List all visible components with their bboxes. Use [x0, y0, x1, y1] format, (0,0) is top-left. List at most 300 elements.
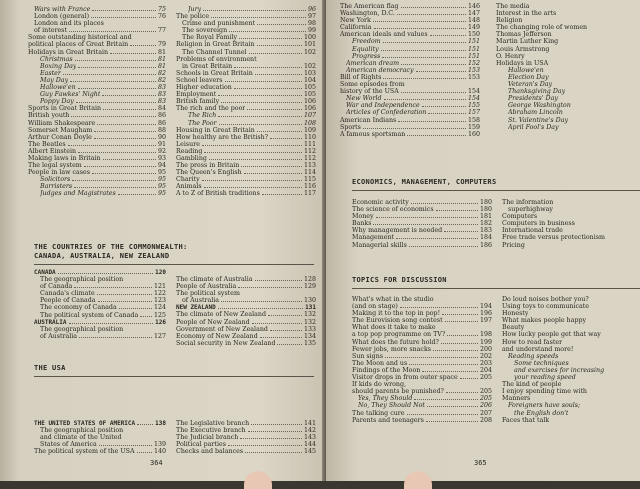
toc-entry — [340, 46, 480, 53]
toc-entry-title: London (general) — [34, 13, 90, 21]
toc-entry — [496, 102, 640, 109]
toc-entry-title: The Poor — [188, 119, 217, 127]
toc-entry — [176, 297, 316, 304]
toc-entry-title: The Queen's English — [176, 169, 242, 177]
dot-leader — [376, 217, 478, 218]
toc-entry-page: 105 — [303, 91, 316, 99]
toc-entry — [34, 290, 166, 297]
section-title-commonwealth-line1: THE COUNTRIES OF THE COMMONWEALTH: — [34, 243, 188, 251]
toc-entry — [502, 331, 640, 338]
toc-entry-title: and climate of the United — [40, 434, 122, 442]
toc-entry — [496, 74, 640, 81]
toc-entry-title: Economic activity — [352, 199, 409, 206]
toc-entry — [340, 88, 480, 95]
toc-entry-title: The media — [496, 3, 530, 10]
toc-entry-title: Judges and Magistrates — [40, 190, 116, 198]
section-title-commonwealth — [34, 243, 304, 261]
toc-entry — [352, 303, 492, 310]
dot-leader — [97, 124, 156, 125]
dot-leader — [373, 21, 466, 22]
dot-leader — [119, 308, 152, 309]
toc-entry — [28, 77, 166, 84]
dot-leader — [416, 71, 466, 72]
toc-entry-title: a top pop programme on TV? — [352, 331, 446, 339]
toc-entry — [502, 296, 640, 303]
dot-leader — [409, 364, 478, 365]
toc-entry-title: School leavers — [176, 76, 223, 84]
toc-entry-title: The Beatles — [28, 140, 66, 148]
toc-entry-page: 84 — [157, 105, 166, 113]
toc-entry-page: 132 — [303, 318, 316, 326]
dot-leader — [239, 38, 302, 39]
dot-leader — [428, 113, 466, 114]
toc-entry — [28, 141, 166, 148]
dot-leader — [79, 337, 152, 338]
dot-leader — [270, 138, 302, 139]
toc-entry-page: 197 — [479, 317, 492, 325]
dot-leader — [137, 452, 152, 453]
toc-entry-page: 116 — [303, 183, 316, 191]
toc-entry-page: 134 — [303, 332, 316, 340]
toc-entry — [340, 81, 480, 88]
toc-entry — [352, 234, 492, 241]
toc-entry-title: Checks and balances — [176, 448, 244, 456]
toc-entry-title: Religion — [496, 17, 523, 25]
toc-entry-title: Leisure — [176, 140, 200, 148]
toc-entry-title: The political system of Canada — [40, 311, 139, 319]
dot-leader — [99, 445, 152, 446]
toc-entry-page: 205 — [479, 388, 492, 396]
toc-entry-title: California — [340, 24, 372, 32]
toc-entry-title: British youth — [28, 112, 70, 120]
toc-entry-title: William Shakespeare — [28, 119, 96, 127]
toc-entry — [176, 34, 316, 41]
toc-entry — [34, 312, 166, 319]
dot-leader — [381, 50, 466, 51]
toc-entry — [352, 353, 492, 360]
toc-entry-page: 94 — [157, 162, 166, 170]
toc-entry-page: 133 — [303, 325, 316, 333]
toc-entry-page: 86 — [157, 112, 166, 120]
toc-entry-page: 114 — [303, 169, 316, 177]
toc-entry-page: 92 — [157, 147, 166, 155]
toc-entry-page: 151 — [467, 52, 480, 60]
dot-leader — [249, 53, 302, 54]
dot-leader — [70, 81, 156, 82]
toc-entry-title: Some episodes from — [340, 81, 405, 89]
toc-entry-title: and understand more! — [502, 345, 574, 353]
dot-leader — [400, 307, 478, 308]
dot-leader — [426, 421, 478, 422]
toc-entry-title: Using toys to communicate — [502, 303, 589, 311]
toc-entry-title: No, They Should Not — [358, 402, 425, 410]
toc-entry-title: Social security in New Zealand — [176, 339, 276, 347]
toc-entry-page: 199 — [479, 338, 492, 346]
toc-entry-page: 140 — [153, 448, 166, 456]
toc-entry — [496, 81, 640, 88]
toc-entry-title: Arthur Conan Doyle — [28, 133, 92, 141]
toc-entry-page: 151 — [467, 38, 480, 46]
toc-entry-title: Parents and teenagers — [352, 416, 424, 424]
toc-entry-title: American Indians — [340, 116, 397, 124]
toc-entry-title: The geographical position — [40, 276, 124, 284]
toc-entry-page: 203 — [479, 359, 492, 367]
section-title-topics — [352, 276, 632, 285]
dot-leader — [427, 406, 478, 407]
toc-entry-title: Computers — [502, 213, 538, 221]
section-rule — [34, 376, 314, 377]
toc-entry-page: 129 — [303, 283, 316, 291]
toc-entry-title: The science of economics — [352, 206, 434, 214]
toc-entry — [502, 417, 640, 424]
dot-leader — [110, 53, 156, 54]
dot-leader — [78, 152, 156, 153]
toc-entry-page: 142 — [303, 427, 316, 435]
toc-entry-title: States of America — [40, 441, 97, 449]
dot-leader — [218, 116, 302, 117]
toc-entry — [352, 374, 492, 381]
toc-entry-page: 153 — [467, 73, 480, 81]
toc-entry-title: Political parties — [176, 441, 226, 449]
toc-entry-title: Gambling — [176, 154, 207, 162]
toc-entry-page: 138 — [155, 420, 166, 427]
toc-entry — [34, 319, 166, 326]
toc-entry — [496, 53, 640, 60]
toc-entry — [340, 60, 480, 67]
toc-entry — [176, 112, 316, 119]
toc-entry-title: Sun signs — [352, 352, 383, 360]
toc-entry — [340, 17, 480, 24]
toc-entry-page: 88 — [157, 126, 166, 134]
toc-entry-title: Sports in Great Britain — [28, 105, 102, 113]
toc-entry — [502, 227, 640, 234]
toc-entry-page: 82 — [157, 69, 166, 77]
dot-leader — [211, 17, 306, 18]
toc-column-economics-2 — [502, 199, 640, 249]
toc-entry — [34, 420, 166, 427]
dot-leader — [383, 42, 466, 43]
toc-entry — [28, 91, 166, 98]
toc-entry-page: 98 — [307, 20, 316, 28]
dot-leader — [444, 231, 478, 232]
toc-entry-title: The legal system — [28, 162, 82, 170]
dot-leader — [241, 166, 302, 167]
toc-entry-page: 182 — [479, 220, 492, 228]
toc-entry-page: 81 — [157, 55, 166, 63]
toc-entry-title: What makes people happy — [502, 317, 587, 325]
toc-entry-page: 205 — [479, 374, 492, 382]
dot-leader — [277, 344, 301, 345]
dot-leader — [58, 273, 153, 274]
toc-entry-title: Albert Einstein — [28, 147, 77, 155]
toc-entry — [352, 395, 492, 402]
toc-entry — [176, 176, 316, 183]
toc-entry — [176, 155, 316, 162]
dot-leader — [78, 67, 156, 68]
toc-entry-title: The economy of Canada — [40, 304, 117, 312]
toc-entry — [352, 317, 492, 324]
toc-entry-page: 135 — [303, 339, 316, 347]
toc-entry-title: Reading speeds — [508, 352, 559, 360]
dot-leader — [414, 399, 478, 400]
toc-entry-title: Thomas Jefferson — [496, 31, 552, 39]
toc-entry — [176, 120, 316, 127]
dot-leader — [234, 88, 302, 89]
dot-leader — [234, 67, 302, 68]
toc-entry-title: The police — [176, 13, 210, 21]
toc-entry — [352, 367, 492, 374]
toc-entry — [496, 88, 640, 95]
dot-leader — [382, 57, 466, 58]
toc-entry — [34, 441, 166, 448]
toc-entry — [502, 317, 640, 324]
toc-entry-page: 113 — [303, 162, 316, 170]
toc-entry-title: Computers in business — [502, 220, 575, 228]
toc-entry-page: 76 — [157, 13, 166, 21]
toc-column-usa-1 — [34, 420, 166, 455]
toc-entry — [28, 56, 166, 63]
toc-entry-title: of Australia — [182, 297, 220, 305]
toc-entry-title: your reading speed — [514, 374, 576, 382]
toc-entry — [502, 353, 640, 360]
dot-leader — [94, 138, 156, 139]
dot-leader — [401, 92, 466, 93]
toc-entry-page: 95 — [157, 176, 166, 184]
toc-entry-title: superhighway — [508, 206, 553, 214]
toc-entry-page: 151 — [467, 45, 480, 53]
toc-entry — [34, 434, 166, 441]
section-title-usa-text: THE USA — [34, 364, 66, 372]
toc-entry-title: of Canada — [40, 283, 73, 291]
toc-entry-title: Poppy Day — [40, 98, 74, 106]
toc-entry-title: Employment — [176, 91, 217, 99]
toc-entry — [352, 402, 492, 409]
toc-entry-title: People in law cases — [28, 169, 90, 177]
toc-entry-title: of interest — [34, 27, 67, 35]
toc-entry — [34, 276, 166, 283]
toc-entry-title: The Royal Family — [182, 34, 238, 42]
toc-entry — [340, 131, 480, 138]
toc-entry-title: political places of Great Britain — [28, 41, 129, 49]
toc-entry — [352, 339, 492, 346]
toc-entry-page: 132 — [303, 311, 316, 319]
dot-leader — [63, 74, 156, 75]
dot-leader — [69, 323, 154, 324]
toc-entry — [176, 98, 316, 105]
toc-entry-page: 110 — [303, 133, 316, 141]
dot-leader — [204, 187, 302, 188]
dot-leader — [409, 246, 478, 247]
dot-leader — [251, 424, 302, 425]
toc-entry-page: 95 — [157, 190, 166, 198]
toc-entry-page: 158 — [467, 116, 480, 124]
dot-leader — [422, 106, 466, 107]
toc-entry-page: 206 — [479, 402, 492, 410]
toc-entry-page: 82 — [157, 76, 166, 84]
toc-entry-title: Articles of Confederation — [346, 109, 427, 117]
toc-entry-title: American ideals and values — [340, 31, 428, 39]
toc-entry-page: 130 — [303, 297, 316, 305]
toc-entry-page: 112 — [303, 147, 316, 155]
toc-entry — [352, 410, 492, 417]
toc-entry — [176, 283, 316, 290]
toc-entry-page: 125 — [153, 311, 166, 319]
toc-entry-page: 186 — [479, 241, 492, 249]
dot-leader — [255, 280, 302, 281]
toc-entry — [176, 134, 316, 141]
toc-entry-page: 154 — [467, 95, 480, 103]
dot-leader — [78, 88, 156, 89]
section-rule — [352, 288, 640, 289]
toc-entry — [28, 162, 166, 169]
toc-entry-title: Louis Armstrong — [496, 45, 550, 53]
toc-entry-page: 200 — [479, 345, 492, 353]
toc-entry — [34, 297, 166, 304]
toc-entry — [176, 276, 316, 283]
dot-leader — [268, 315, 302, 316]
toc-entry — [176, 27, 316, 34]
toc-entry-page: 204 — [479, 366, 492, 374]
toc-column-topics-2 — [502, 296, 640, 424]
toc-entry — [496, 95, 640, 102]
dot-leader — [270, 330, 302, 331]
dot-leader — [433, 350, 478, 351]
toc-entry — [176, 169, 316, 176]
toc-entry — [502, 242, 640, 249]
toc-entry-title: George Washington — [508, 102, 571, 110]
toc-entry-page: 198 — [479, 331, 492, 339]
toc-entry — [176, 420, 316, 427]
toc-entry-title: Higher education — [176, 84, 232, 92]
toc-entry-title: Fewer jobs, more snacks — [352, 345, 432, 353]
toc-entry-page: 202 — [479, 352, 492, 360]
toc-entry — [34, 326, 166, 333]
toc-entry — [176, 333, 316, 340]
toc-entry-page: 194 — [479, 303, 492, 311]
toc-entry — [28, 70, 166, 77]
toc-entry-title: War and Independence — [346, 102, 420, 110]
toc-entry — [176, 441, 316, 448]
dot-leader — [97, 294, 152, 295]
toc-entry-page: 124 — [153, 304, 166, 312]
toc-entry — [28, 169, 166, 176]
toc-entry — [352, 213, 492, 220]
toc-entry-title: How to read faster — [502, 338, 563, 346]
toc-entry-title: Thanksgiving Day — [508, 88, 566, 96]
toc-entry — [28, 112, 166, 119]
toc-entry-title: Hallowe'en — [508, 66, 544, 74]
toc-entry-title: Veteran's Day — [508, 81, 553, 89]
toc-entry-page: 106 — [303, 105, 316, 113]
toc-entry — [176, 290, 316, 297]
dot-leader — [397, 14, 466, 15]
section-title-usa — [34, 364, 234, 373]
toc-entry — [176, 340, 316, 347]
dot-leader — [221, 102, 302, 103]
toc-entry-page: 90 — [157, 133, 166, 141]
toc-entry-title: Reading — [176, 147, 203, 155]
toc-entry-title: O. Henry — [496, 52, 525, 60]
toc-entry-page: 157 — [467, 109, 480, 117]
toc-entry-page: 146 — [467, 3, 480, 10]
section-title-commonwealth-line2: CANADA, AUSTRALIA, NEW ZEALAND — [34, 252, 170, 260]
toc-entry-title: Christmas — [40, 55, 73, 63]
dot-leader — [257, 45, 302, 46]
toc-entry-title: People of New Zealand — [176, 318, 250, 326]
toc-entry-title: What does it take to make — [352, 324, 436, 332]
toc-entry-title: People of Canada — [40, 297, 96, 305]
toc-entry — [496, 60, 640, 67]
dot-leader — [69, 31, 156, 32]
toc-entry-title: American democracy — [346, 66, 414, 74]
toc-entry-title: Progress — [352, 52, 381, 60]
toc-entry-title: April Fool's Day — [508, 123, 559, 131]
toc-entry-page: 115 — [303, 176, 316, 184]
toc-entry-page: 205 — [479, 395, 492, 403]
toc-entry-title: The Legislative branch — [176, 420, 250, 427]
toc-entry-page: 183 — [479, 227, 492, 235]
dot-leader — [74, 187, 156, 188]
toc-entry-title: the English don't — [514, 409, 569, 417]
toc-entry-title: The information — [502, 199, 554, 206]
toc-entry — [502, 339, 640, 346]
toc-entry — [28, 183, 166, 190]
toc-entry — [340, 109, 480, 116]
dot-leader — [363, 128, 466, 129]
dot-leader — [92, 10, 156, 11]
dot-leader — [255, 74, 302, 75]
toc-entry-title: Barristers — [40, 183, 73, 191]
toc-entry-title: of Australia — [40, 332, 78, 340]
dot-leader — [74, 287, 152, 288]
toc-entry-title: Visitor drops in from outer space — [352, 374, 458, 382]
toc-column-right-1 — [340, 3, 480, 138]
toc-entry-title: Crime and punishment — [182, 20, 256, 28]
toc-entry-title: in Great Britain — [182, 62, 233, 70]
toc-entry-title: Housing in Great Britain — [176, 126, 255, 134]
toc-entry — [502, 360, 640, 367]
toc-entry-page: 207 — [479, 409, 492, 417]
toc-entry-page: 139 — [153, 441, 166, 449]
dot-leader — [407, 135, 466, 136]
dot-leader — [257, 131, 302, 132]
toc-entry — [34, 269, 166, 276]
dot-leader — [398, 121, 466, 122]
toc-entry-page: 99 — [307, 27, 316, 35]
toc-entry — [176, 448, 316, 455]
toc-entry-page: 148 — [467, 17, 480, 25]
toc-entry-page: 102 — [303, 48, 316, 56]
toc-entry — [502, 324, 640, 331]
toc-entry — [28, 34, 166, 41]
toc-entry — [502, 234, 640, 241]
dot-leader — [401, 64, 466, 65]
dot-leader — [248, 431, 302, 432]
toc-entry-page: 154 — [467, 88, 480, 96]
toc-entry-title: Beauty — [502, 324, 525, 332]
toc-entry-page: 95 — [157, 169, 166, 177]
toc-entry-page: 126 — [155, 318, 166, 326]
toc-entry-title: Equality — [352, 45, 379, 53]
toc-entry-title: The Channel Tunnel — [182, 48, 247, 56]
toc-entry-title: International trade — [502, 227, 563, 235]
toc-entry-page: 145 — [303, 448, 316, 456]
dot-leader — [140, 316, 152, 317]
dot-leader — [225, 81, 302, 82]
section-title-economics — [352, 178, 632, 187]
toc-entry — [176, 190, 316, 197]
toc-entry-title: London and its places — [34, 20, 104, 28]
